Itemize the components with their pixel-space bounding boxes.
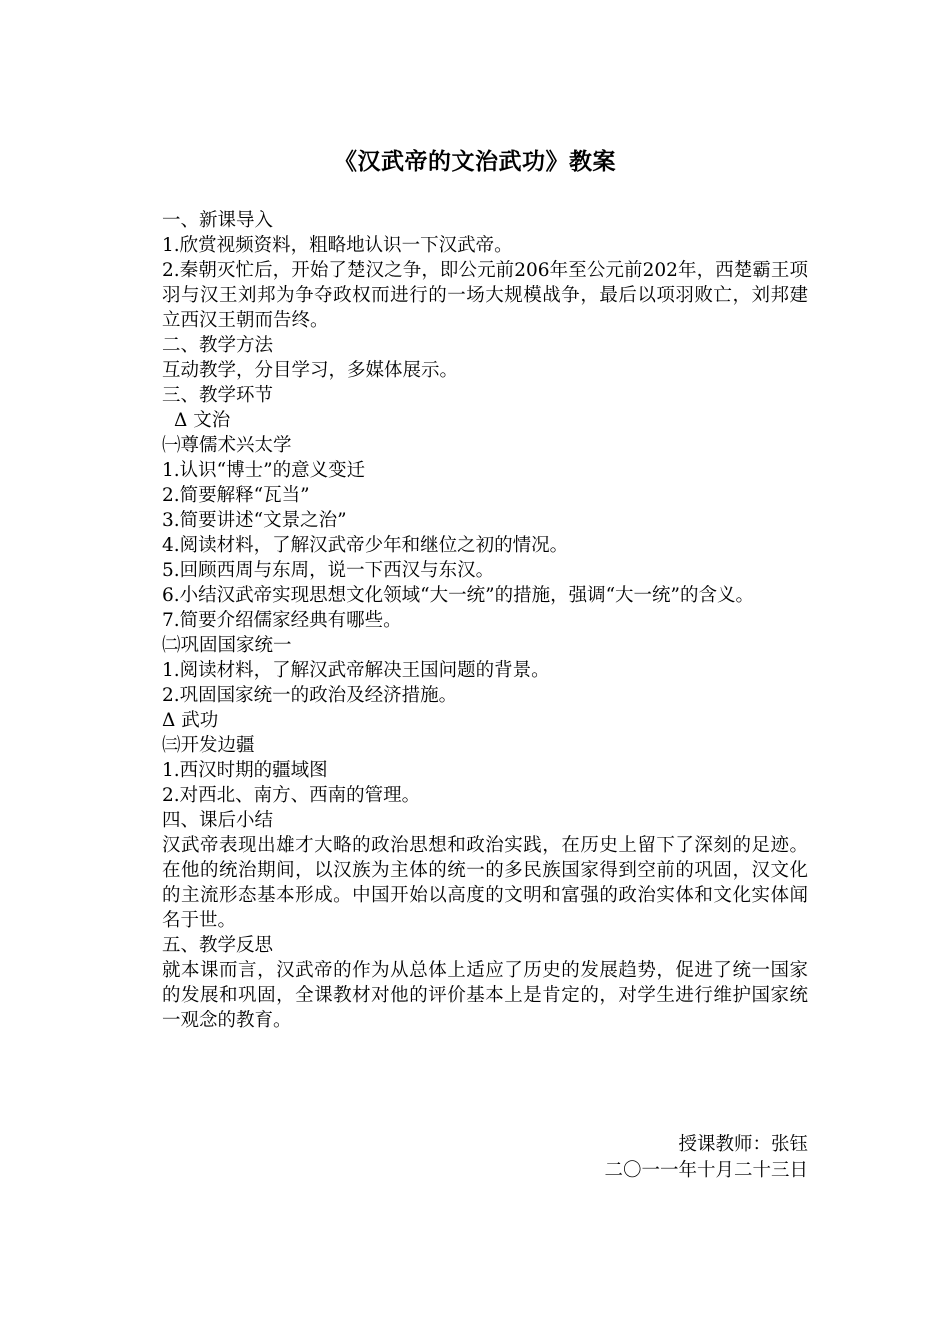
subsection-heading: ㈡巩固国家统一 — [162, 635, 292, 656]
teacher-signature: 授课教师：张钰 — [678, 1134, 808, 1155]
section-heading: 三、教学环节 — [162, 385, 274, 406]
list-item: 7.简要介绍儒家经典有哪些。 — [162, 610, 402, 631]
paragraph: 汉武帝表现出雄才大略的政治思想和政治实践，在历史上留下了深刻的足迹。在他的统治期间，以汉族为主体的统一的多民族国家得到空前的巩固，汉文化的主流形态基本形成。中国开始以高度的文明和富强的政治实体和文化实体闻名于世。 — [162, 835, 808, 931]
list-item: 1.认识“博士”的意义变迁 — [162, 460, 366, 481]
section-heading: 一、新课导入 — [162, 210, 274, 231]
list-item: 1.阅读材料，了解汉武帝解决王国问题的背景。 — [162, 660, 550, 681]
section-heading: 二、教学方法 — [162, 335, 274, 356]
document-body — [144, 208, 808, 1033]
document-title: 《汉武帝的文治武功》教案 — [334, 148, 616, 175]
list-item: 6.小结汉武帝实现思想文化领域“大一统”的措施，强调“大一统”的含义。 — [162, 585, 754, 606]
list-item: 5.回顾西周与东周，说一下西汉与东汉。 — [162, 560, 495, 581]
list-item: 2.秦朝灭忙后，开始了楚汉之争，即公元前206年至公元前202年，西楚霸王项羽与汉王刘邦为争夺政权而进行的一场大规模战争，最后以项羽败亡，刘邦建立西汉王朝而告终。 — [162, 260, 808, 331]
list-item: 4.阅读材料，了解汉武帝少年和继位之初的情况。 — [162, 535, 569, 556]
list-item: 2.巩固国家统一的政治及经济措施。 — [162, 685, 458, 706]
subsection-heading: Δ 武功 — [162, 710, 219, 731]
signature-date: 二〇一一年十月二十三日 — [604, 1160, 808, 1181]
subsection-heading: ㈠尊儒术兴太学 — [162, 435, 292, 456]
list-item: 3.简要讲述“文景之治” — [162, 510, 347, 531]
paragraph: 就本课而言，汉武帝的作为从总体上适应了历史的发展趋势，促进了统一国家的发展和巩固，全课教材对他的评价基本上是肯定的，对学生进行维护国家统一观念的教育。 — [162, 960, 808, 1031]
list-item: 1.西汉时期的疆域图 — [162, 760, 328, 781]
section-heading: 四、课后小结 — [162, 810, 274, 831]
section-heading: 五、教学反思 — [162, 935, 274, 956]
list-item: 2.对西北、南方、西南的管理。 — [162, 785, 421, 806]
paragraph: 互动教学，分目学习，多媒体展示。 — [162, 360, 459, 381]
subsection-heading: Δ 文治 — [174, 410, 231, 431]
list-item: 2.简要解释“瓦当” — [162, 485, 310, 506]
subsection-heading: ㈢开发边疆 — [162, 735, 255, 756]
list-item: 1.欣赏视频资料，粗略地认识一下汉武帝。 — [162, 235, 513, 256]
